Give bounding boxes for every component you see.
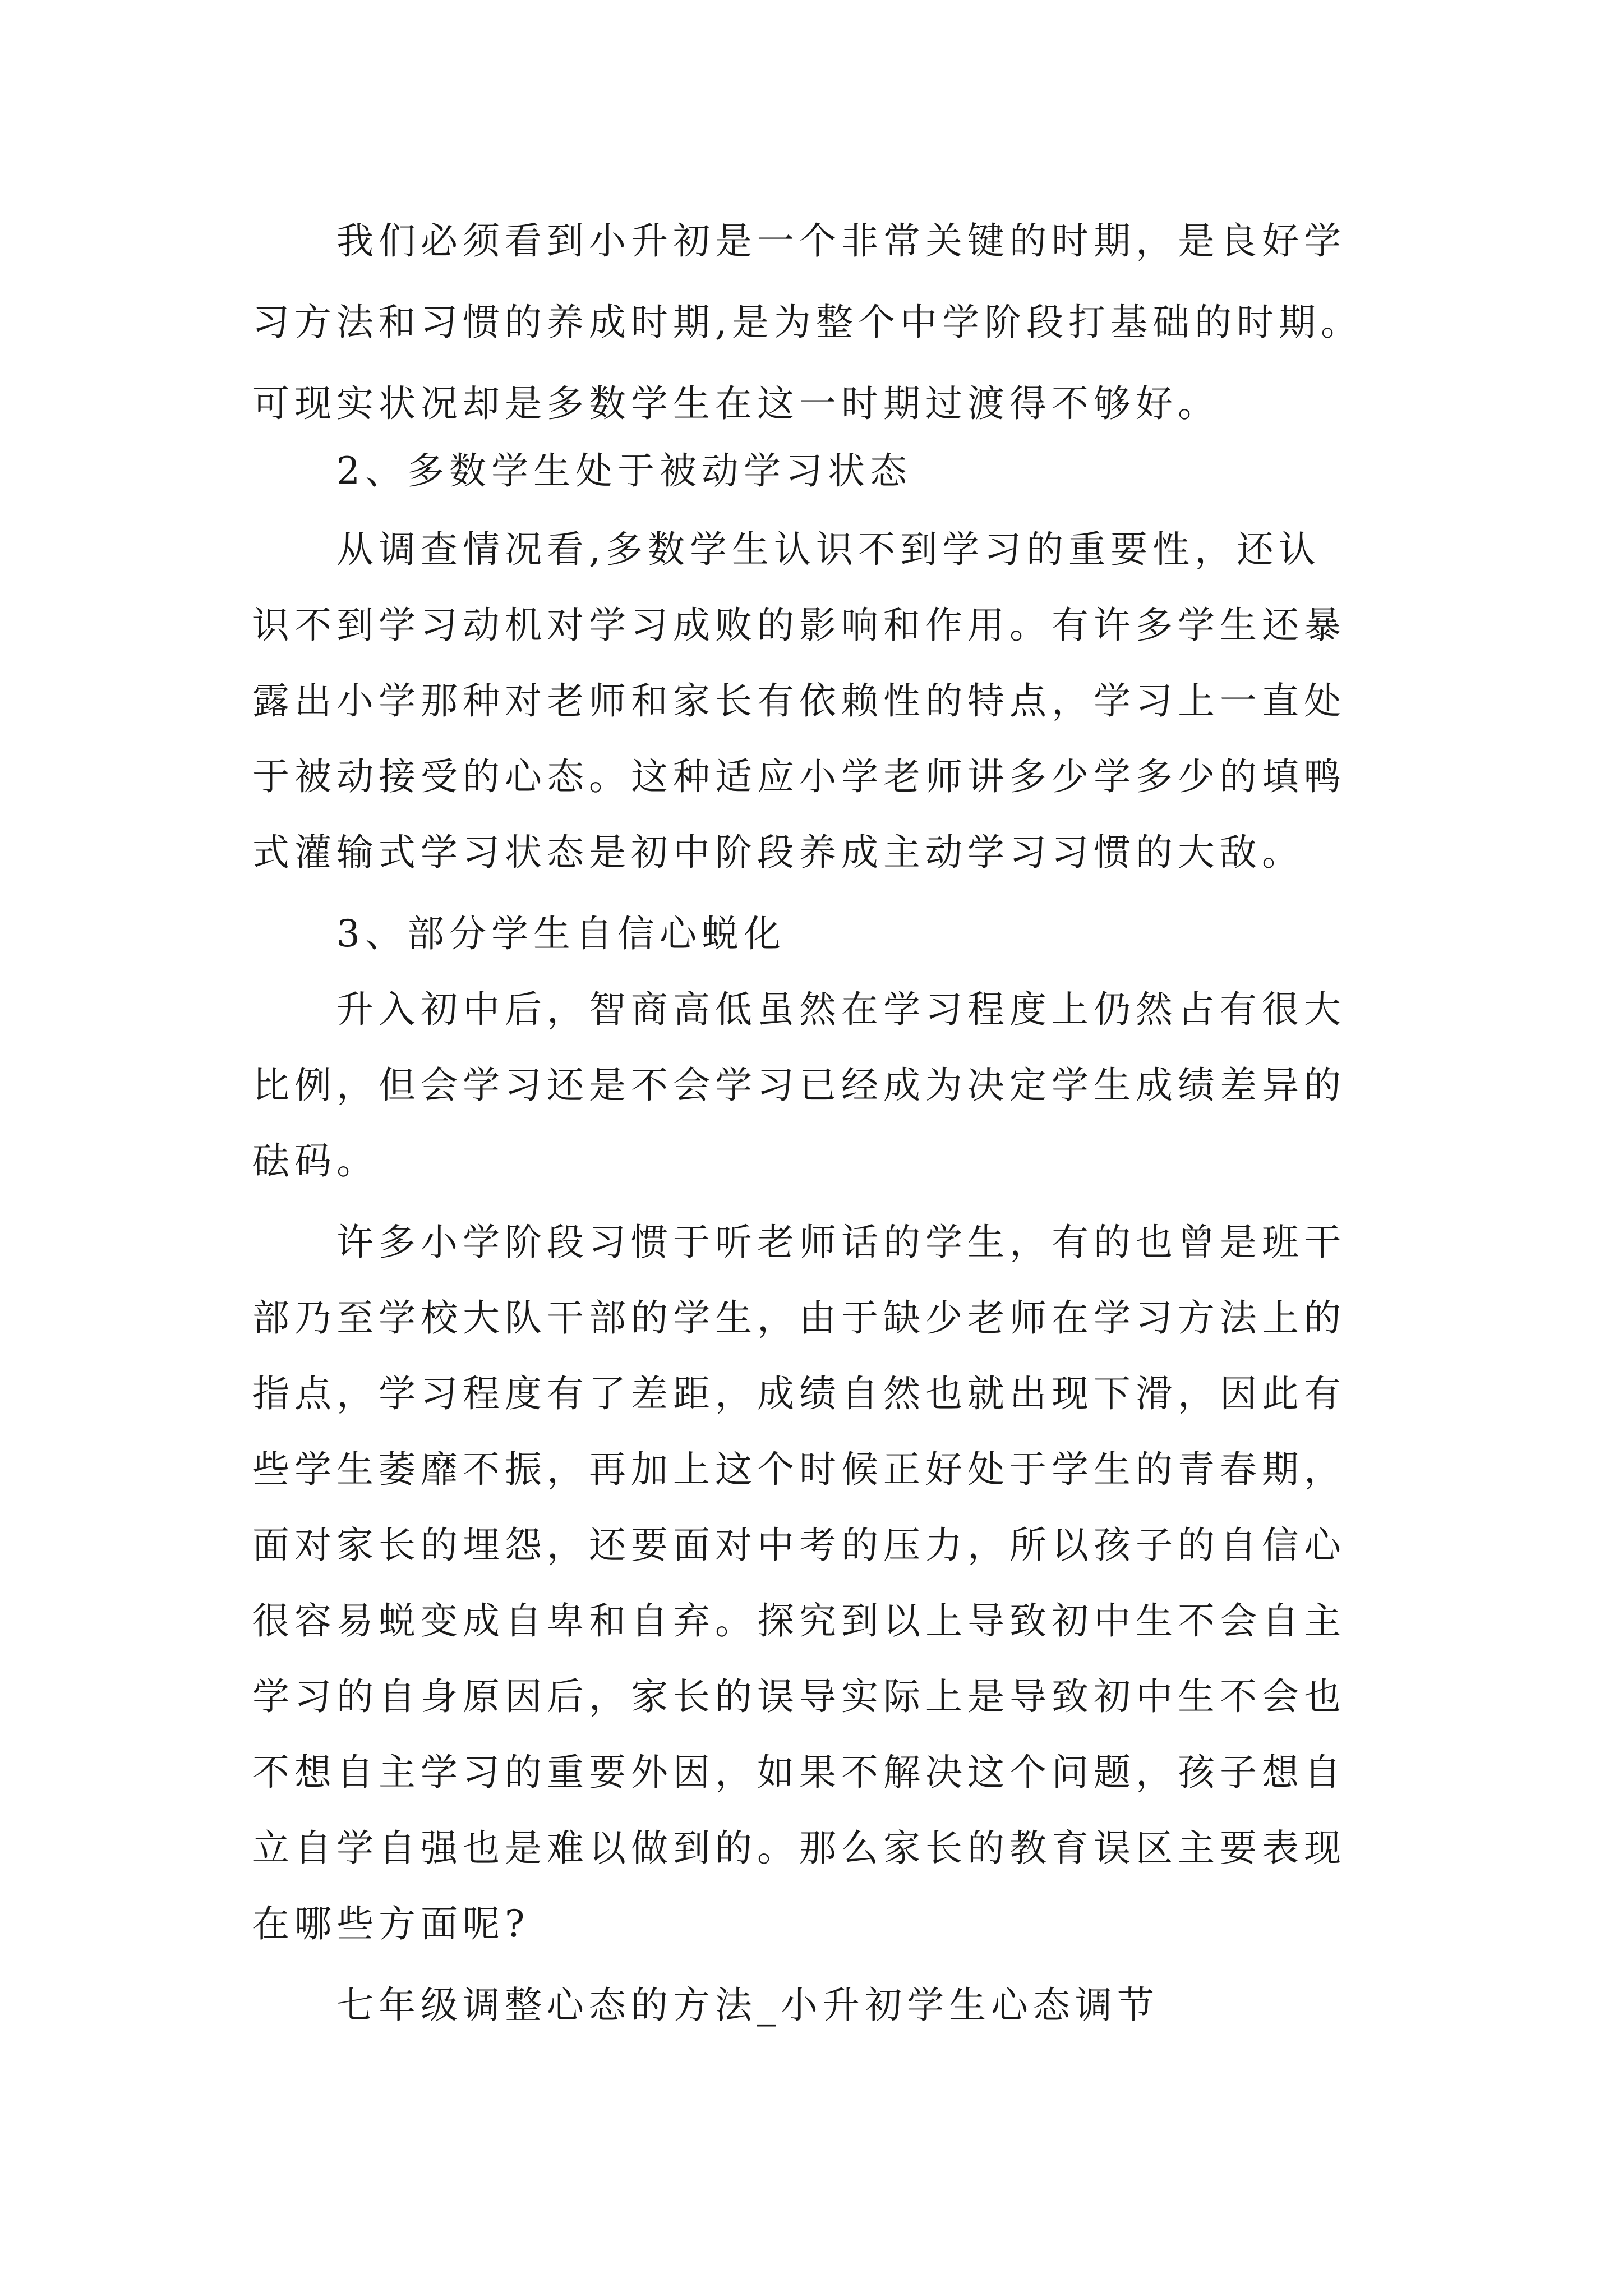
paragraph-line: 我们必须看到小升初是一个非常关键的时期，是良好学 [336,219,1346,263]
paragraph-line: 部乃至学校大队干部的学生，由于缺少老师在学习方法上的 [252,1296,1346,1340]
paragraph-line: 不想自主学习的重要外因，如果不解决这个问题，孩子想自 [252,1751,1346,1794]
paragraph-line: 指点，学习程度有了差距，成绩自然也就出现下滑，因此有 [252,1372,1346,1415]
paragraph-line: 从调查情况看,多数学生认识不到学习的重要性，还认 [336,528,1321,571]
section-heading: 3、部分学生自信心蜕化 [336,912,786,955]
paragraph-line: 露出小学那种对老师和家长有依赖性的特点，学习上一直处 [252,679,1346,723]
paragraph-line: 可现实状况却是多数学生在这一时期过渡得不够好。 [252,382,1220,425]
paragraph-line: 升入初中后，智商高低虽然在学习程度上仍然占有很大 [336,988,1346,1031]
paragraph-line: 砝码。 [252,1139,379,1182]
paragraph-line: 识不到学习动机对学习成败的影响和作用。有许多学生还暴 [252,604,1346,647]
paragraph-line: 许多小学阶段习惯于听老师话的学生，有的也曾是班干 [336,1221,1346,1264]
paragraph-line: 面对家长的埋怨，还要面对中考的压力，所以孩子的自信心 [252,1524,1346,1567]
paragraph-line: 很容易蜕变成自卑和自弃。探究到以上导致初中生不会自主 [252,1599,1346,1642]
section-heading: 2、多数学生处于被动学习状态 [336,449,912,493]
closing-title: 七年级调整心态的方法_小升初学生心态调节 [336,1984,1159,2027]
paragraph-line: 比例，但会学习还是不会学习已经成为决定学生成绩差异的 [252,1064,1346,1107]
paragraph-line: 式灌输式学习状态是初中阶段养成主动学习习惯的大敌。 [252,831,1304,874]
paragraph-line: 立自学自强也是难以做到的。那么家长的教育误区主要表现 [252,1826,1346,1870]
paragraph-line: 些学生萎靡不振，再加上这个时候正好处于学生的青春期， [252,1448,1346,1491]
paragraph-line: 习方法和习惯的养成时期,是为整个中学阶段打基础的时期。 [252,301,1363,344]
paragraph-line: 学习的自身原因后，家长的误导实际上是导致初中生不会也 [252,1675,1346,1718]
paragraph-line: 在哪些方面呢? [252,1902,530,1945]
paragraph-line: 于被动接受的心态。这种适应小学老师讲多少学多少的填鸭 [252,755,1346,798]
